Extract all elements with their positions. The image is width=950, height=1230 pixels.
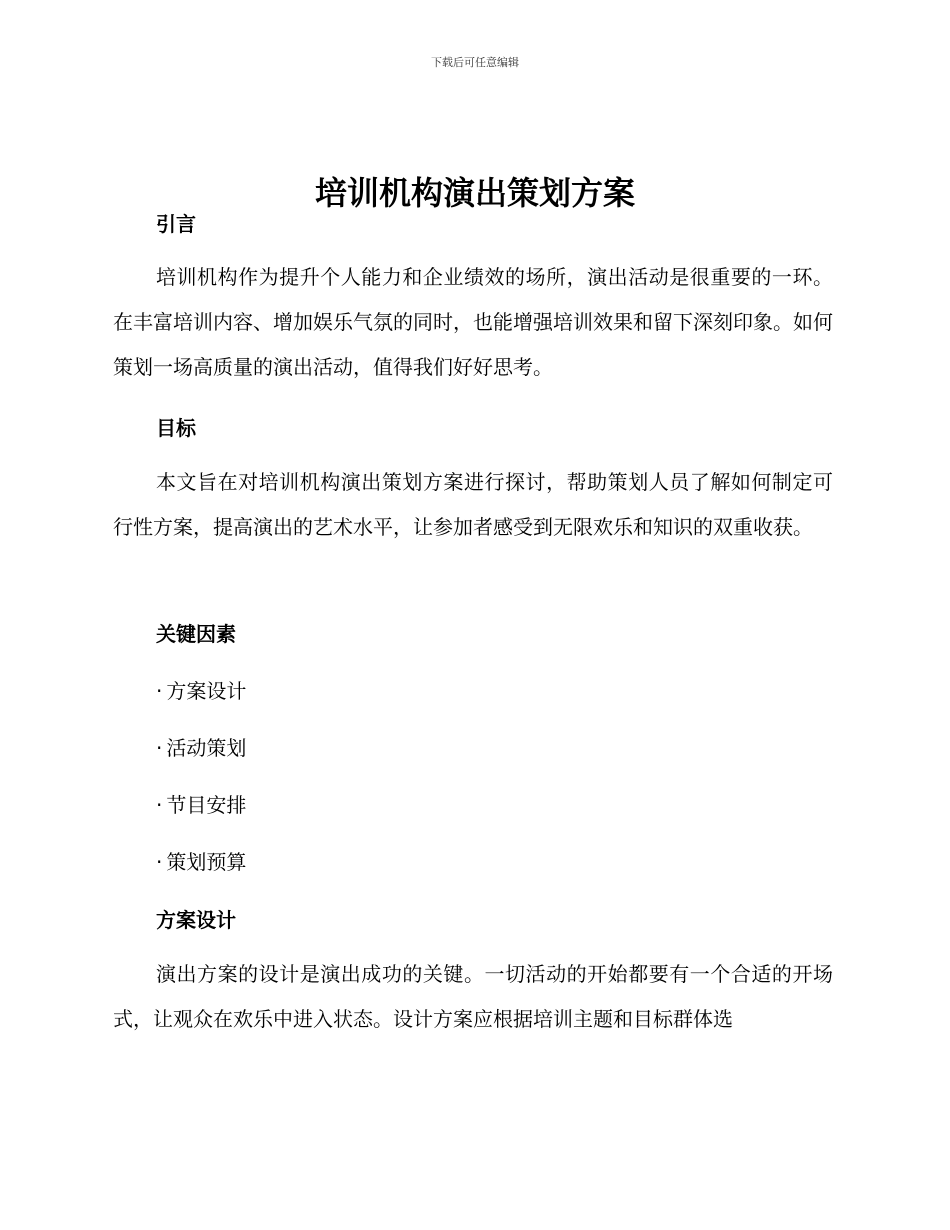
- section-heading-intro: 引言: [156, 212, 196, 236]
- list-item: [113, 789, 246, 818]
- section-heading-design: 方案设计: [156, 908, 236, 932]
- header-note: 下载后可任意编辑: [431, 56, 519, 69]
- bullet-dot: ·: [156, 793, 163, 817]
- paragraph-intro: 培训机构作为提升个人能力和企业绩效的场所，演出活动是很重要的一环。在丰富培训内容、增加娱乐气氛的同时，也能增强培训效果和留下深刻印象。如何策划一场高质量的演出活动，值得我们好好思考。: [113, 265, 833, 379]
- document-title: 培训机构演出策划方案: [314, 174, 635, 213]
- bullet-dot: ·: [156, 850, 163, 874]
- section-heading-key-factors: 关键因素: [156, 622, 236, 646]
- list-item: [113, 675, 246, 704]
- list-item-label: 活动策划: [166, 736, 247, 760]
- paragraph-goal: 本文旨在对培训机构演出策划方案进行探讨，帮助策划人员了解如何制定可行性方案，提高演出的艺术水平，让参加者感受到无限欢乐和知识的双重收获。: [113, 470, 833, 539]
- bullet-dot: ·: [156, 736, 163, 760]
- bullet-dot: ·: [156, 679, 163, 703]
- paragraph-design: 演出方案的设计是演出成功的关键。一切活动的开始都要有一个合适的开场式，让观众在欢乐中进入状态。设计方案应根据培训主题和目标群体选: [113, 962, 833, 1031]
- list-item: [113, 732, 246, 761]
- list-item-label: 策划预算: [166, 850, 247, 874]
- list-item-label: 方案设计: [166, 679, 247, 703]
- list-item: [113, 846, 246, 875]
- list-item-label: 节目安排: [166, 793, 247, 817]
- section-heading-goal: 目标: [156, 416, 196, 440]
